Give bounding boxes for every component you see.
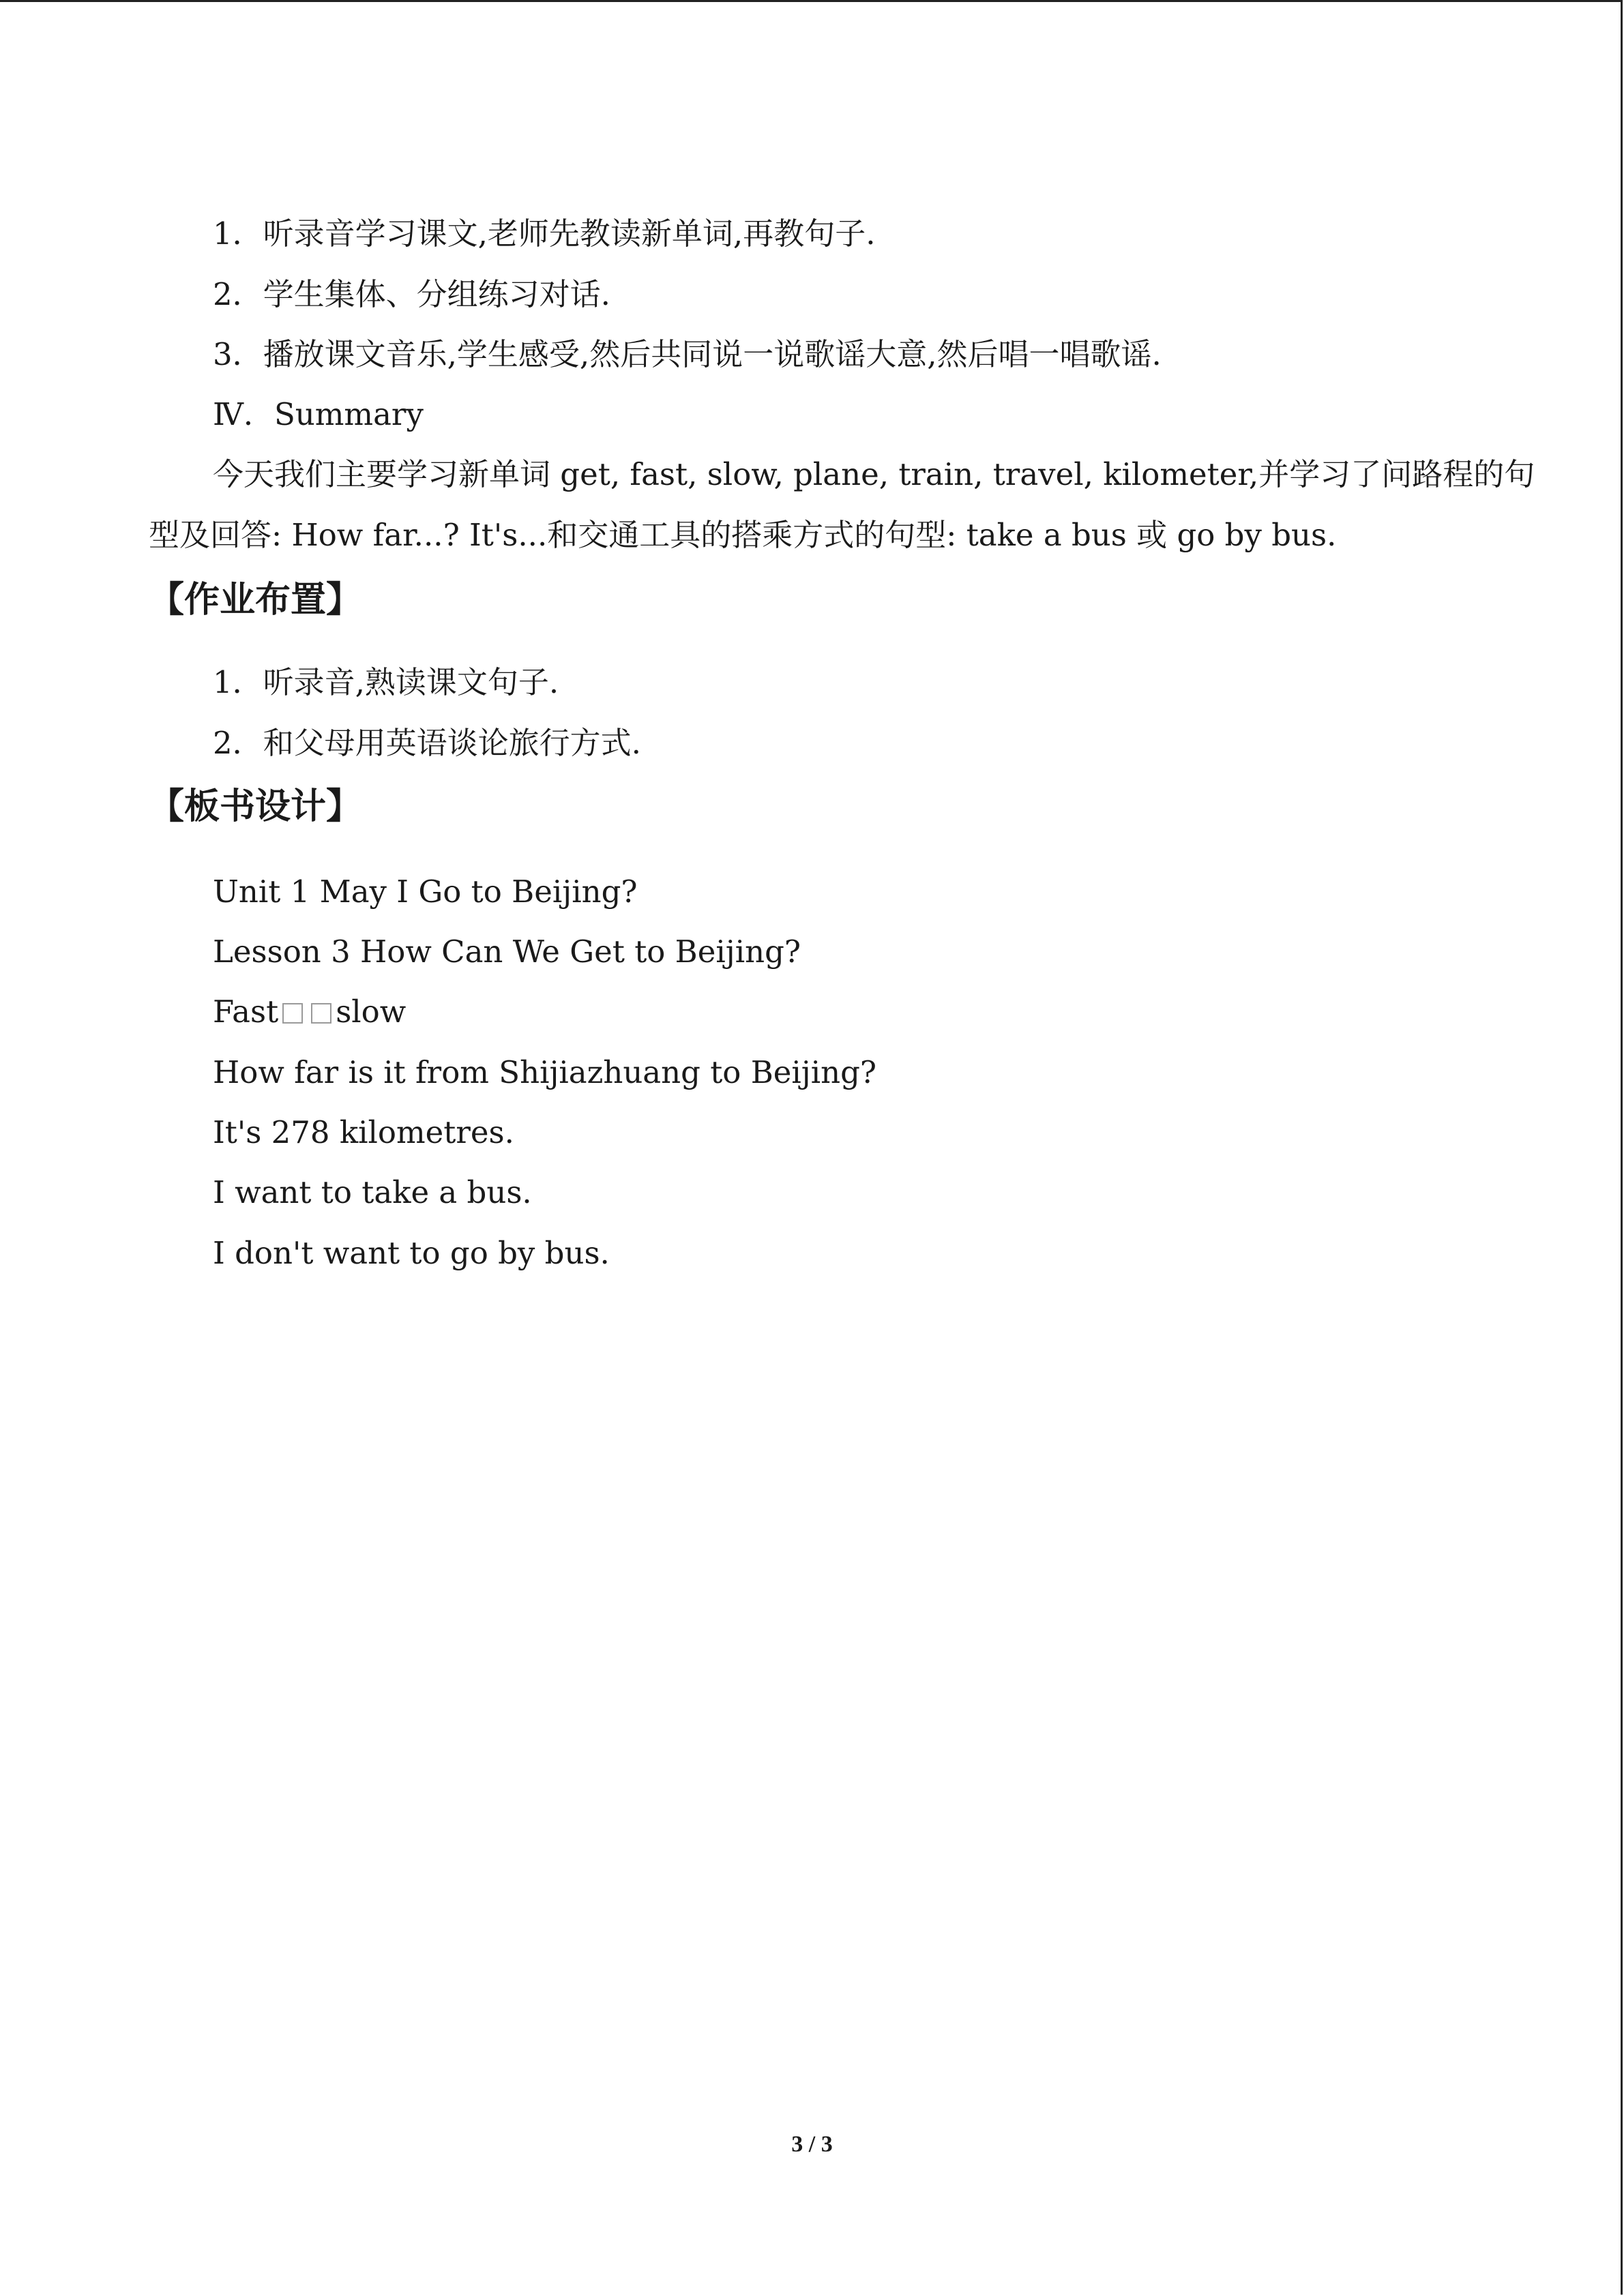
board-slow-word: slow [336, 994, 407, 1030]
homework-item-1: 1．听录音,熟读课文句子. [213, 664, 559, 700]
board-fast-slow [213, 993, 406, 1031]
summary-title: Ⅳ．Summary [213, 396, 424, 432]
page-number: 3 / 3 [791, 2132, 833, 2157]
homework-item-2: 2．和父母用英语谈论旅行方式. [213, 725, 641, 761]
homework-heading: 【作业布置】 [149, 580, 362, 621]
board-dont-want-sentence: I don't want to go by bus. [213, 1235, 610, 1271]
summary-text-line-2: 型及回答: How far...? It's...和交通工具的搭乘方式的句型: take a bus 或 go by bus. [149, 517, 1337, 553]
board-question: How far is it from Shijiazhuang to Beijing? [213, 1054, 877, 1090]
board-lesson-title: Lesson 3 How Can We Get to Beijing? [213, 934, 801, 970]
procedure-step-3: 3．播放课文音乐,学生感受,然后共同说一说歌谣大意,然后唱一唱歌谣. [213, 336, 1162, 372]
procedure-step-2: 2．学生集体、分组练习对话. [213, 276, 610, 312]
board-fast-word: Fast [213, 994, 279, 1030]
board-want-sentence: I want to take a bus. [213, 1174, 532, 1210]
placeholder-boxes [278, 993, 336, 1031]
summary-text-line-1: 今天我们主要学习新单词 get, fast, slow, plane, train, travel, kilometer,并学习了问路程的句 [213, 456, 1535, 492]
board-heading: 【板书设计】 [149, 786, 362, 827]
board-unit-title: Unit 1 May I Go to Beijing? [213, 874, 638, 910]
board-answer: It's 278 kilometres. [213, 1114, 514, 1150]
procedure-step-1: 1．听录音学习课文,老师先教读新单词,再教句子. [213, 215, 876, 252]
